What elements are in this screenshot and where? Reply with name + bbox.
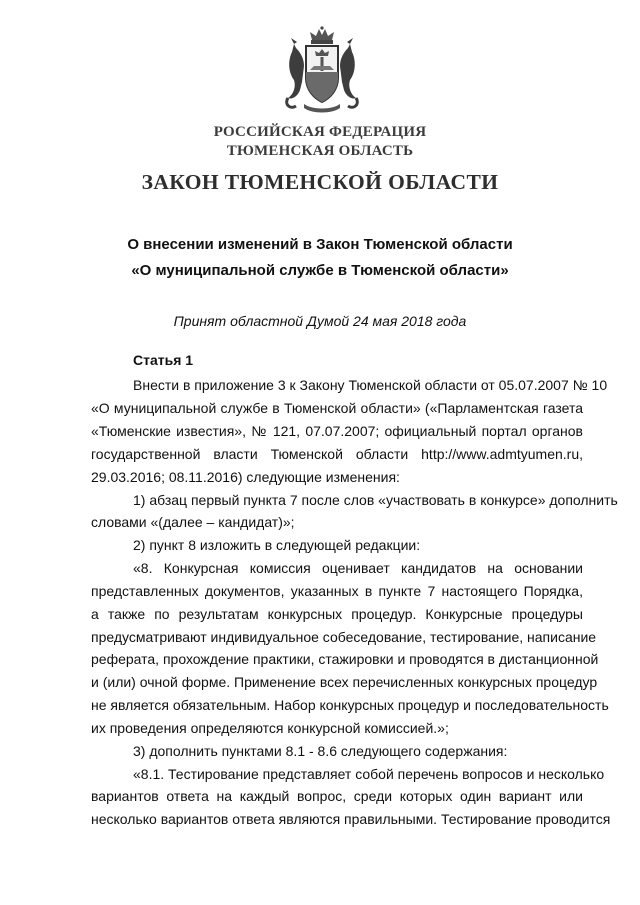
body-line: предусматривают индивидуальное собеседование, тестирование, написание xyxy=(91,629,597,645)
body-line: 3) дополнить пунктами 8.1 - 8.6 следующего содержания: xyxy=(133,743,508,759)
body-line: 29.03.2016; 08.11.2016) следующие изменения: xyxy=(91,469,400,485)
body-line: государственной власти Тюменской области http://www.admtyumen.ru, xyxy=(91,446,583,462)
law-title-line-2: «О муниципальной службе в Тюменской области» xyxy=(131,262,509,279)
coat-of-arms-icon xyxy=(282,26,362,114)
body-line: Внести в приложение 3 к Закону Тюменской области от 05.07.2007 № 10 xyxy=(133,377,608,393)
law-title-line-1: О внесении изменений в Закон Тюменской области xyxy=(127,236,513,253)
body-line: а также по результатам конкурсных процедур. Конкурсные процедуры xyxy=(91,606,583,622)
body-line: «О муниципальной службе в Тюменской области» («Парламентская газета xyxy=(91,400,583,416)
country-heading: РОССИЙСКАЯ ФЕДЕРАЦИЯ xyxy=(213,124,427,140)
body-line: «8. Конкурсная комиссия оценивает кандидатов на основании xyxy=(133,560,583,576)
region-heading: ТЮМЕНСКАЯ ОБЛАСТЬ xyxy=(226,143,414,159)
body-line: не является обязательным. Набор конкурсных процедур и последовательность xyxy=(91,697,609,713)
body-line: словами «(далее – кандидат)»; xyxy=(91,514,295,530)
body-line: их проведения определяются конкурсной комиссией.»; xyxy=(91,720,449,736)
article-heading: Статья 1 xyxy=(133,352,194,368)
body-line: «8.1. Тестирование представляет собой перечень вопросов и несколько xyxy=(133,766,605,782)
body-line: представленных документов, указанных в пункте 7 настоящего Порядка, xyxy=(91,583,583,599)
adoption-note: Принят областной Думой 24 мая 2018 года xyxy=(173,313,467,329)
body-line: и (или) очной форме. Применение всех перечисленных конкурсных процедур xyxy=(91,674,598,690)
body-line: несколько вариантов ответа являются правильными. Тестирование проводится xyxy=(91,811,611,827)
document-type-heading: ЗАКОН ТЮМЕНСКОЙ ОБЛАСТИ xyxy=(141,170,499,194)
body-line: 1) абзац первый пункта 7 после слов «участвовать в конкурсе» дополнить xyxy=(133,492,618,508)
body-line: реферата, прохождение практики, стажировки и проводятся в дистанционной xyxy=(91,651,599,667)
body-line: вариантов ответа на каждый вопрос, среди которых один вариант или xyxy=(91,788,583,804)
body-line: 2) пункт 8 изложить в следующей редакции: xyxy=(133,537,421,553)
body-line: «Тюменские известия», № 121, 07.07.2007; официальный портал органов xyxy=(91,423,583,439)
